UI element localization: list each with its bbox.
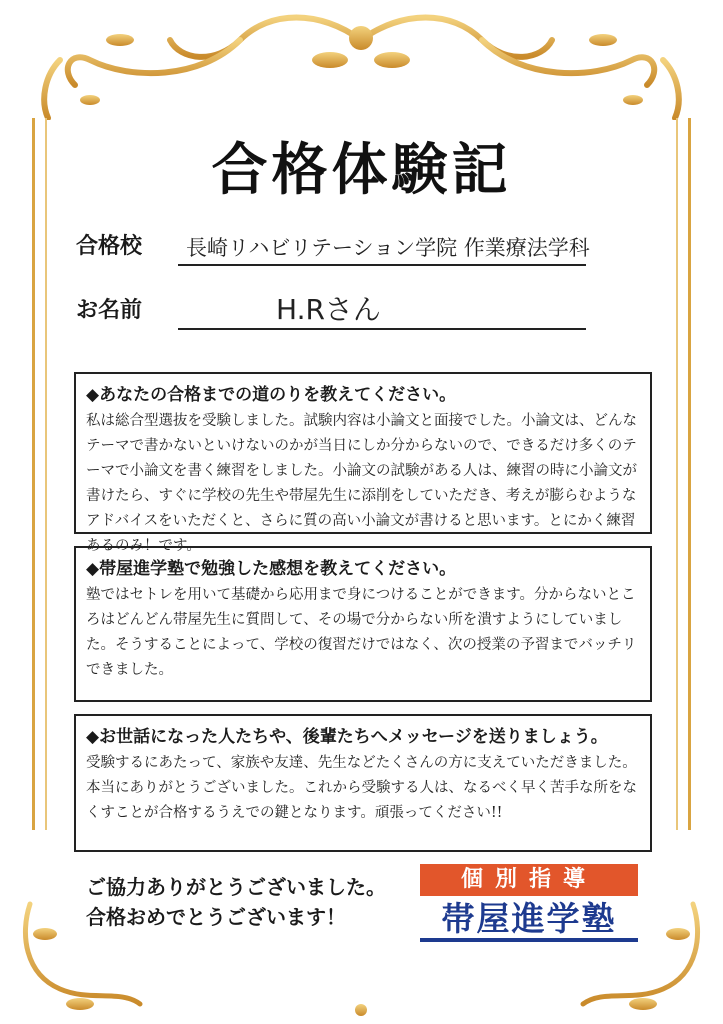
name-value: H.Rさん <box>276 293 381 326</box>
right-gold-border <box>676 118 691 830</box>
school-value: 長崎リハビリテーション学院 作業療法学科 <box>186 236 590 260</box>
page-title: 合格体験記 <box>211 137 512 203</box>
name-field <box>76 286 586 330</box>
name-underline <box>178 328 586 330</box>
school-underline <box>178 264 586 266</box>
thanks-line-1: ご協力ありがとうございました。 <box>86 875 386 899</box>
question-answer: 塾ではセトレを用いて基礎から応用まで身につけることができます。分からないところはどんどん帯屋先生に質問して、その場で分からない所を潰すようにしていました。そうすることによって、学校の復習だけではなく、次の授業の予習までバッチリできました。 <box>86 587 637 678</box>
question-heading: ◆あなたの合格までの道のりを教えてください。 <box>86 385 457 405</box>
question-box-2 <box>74 546 652 702</box>
question-answer: 私は総合型選抜を受験しました。試験内容は小論文と面接でした。小論文は、どんなテーマで書かないといけないのかが当日にしか分からないので、できるだけ多くのテーマで小論文を書く練習をしました。小論文の試験がある人は、練習の時に小論文が書けたら、すぐに学校の先生や帯屋先生に添削をしていただき、考えが膨らむようなアドバイスをいただくと、さらに質の高い小論文が書けると思います。とにかく練習あるのみ！です。 <box>86 413 637 554</box>
thanks-message <box>86 872 386 932</box>
school-field <box>76 222 590 266</box>
gold-scroll-ornament-top-icon <box>0 0 723 120</box>
question-answer: 受験するにあたって、家族や友達、先生などたくさんの方に支えていただきました。本当にありがとうございました。これから受験する人は、なるべく早く苦手な所をなくすことが合格するうえでの鍵となります。頑張ってください!! <box>86 755 637 821</box>
logo-bottom-text: 帯屋進学塾 <box>420 896 638 942</box>
school-label: 合格校 <box>76 233 143 259</box>
logo-top-text: 個別指導 <box>420 864 638 896</box>
question-box-3 <box>74 714 652 852</box>
school-logo <box>420 864 638 942</box>
thanks-line-2: 合格おめでとうございます！ <box>86 905 346 929</box>
question-heading: ◆お世話になった人たちや、後輩たちへメッセージを送りましょう。 <box>86 727 608 747</box>
left-gold-border <box>32 118 47 830</box>
name-label: お名前 <box>76 297 143 323</box>
question-heading: ◆帯屋進学塾で勉強した感想を教えてください。 <box>86 559 457 579</box>
question-box-1 <box>74 372 652 554</box>
